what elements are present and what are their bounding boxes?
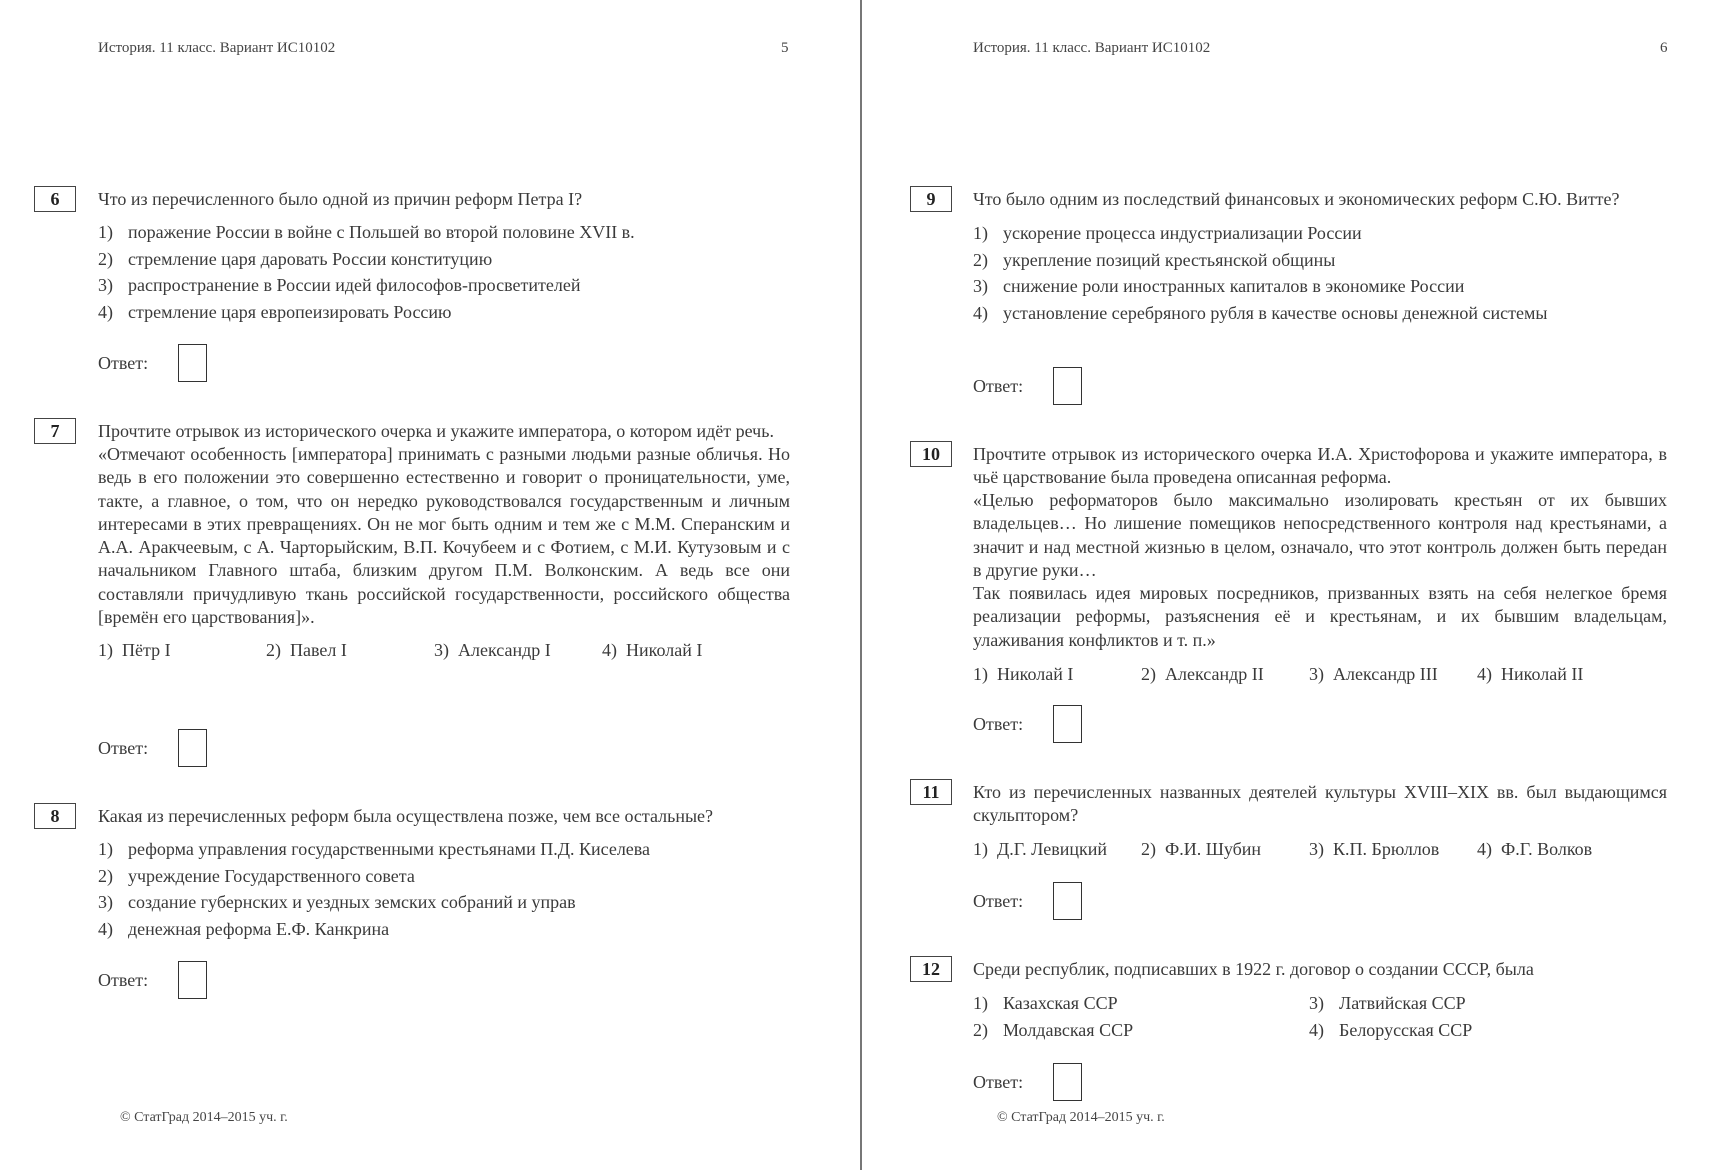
excerpt: «Отмечают особенность [императора] принимать с разными людьми разные обличья. Но ведь в его положении это совершенно естественно и говорит о проницательности, уме, такте, а главное, о том, что он нередко руководствовался государственным и личным интересами в этих превращениях. Он не мог быть одним и тем же с М.М. Сперанским и А.А. Аракчеевым, с А. Чарторыйским, В.П. Кочубеем и с Фотием, с М.И. Кутузовым и с начальником Главного штаба, близким другом П.М. Волконским. А ведь все они составляли причудливую ткань российской государственности, российского общества [времён его царствования]». xyxy=(98,444,790,628)
question-number-12: 12 xyxy=(910,956,952,982)
question-12 xyxy=(973,958,1667,1043)
options-grid xyxy=(973,990,1667,1043)
options-row xyxy=(973,836,1667,862)
option-4[interactable]: 4) стремление царя европеизировать Россию xyxy=(98,301,452,322)
copyright-footer: © СтатГрад 2014–2015 уч. г. xyxy=(997,1110,1165,1125)
answer-box-7[interactable] xyxy=(178,729,207,767)
answer-label: Ответ: xyxy=(973,713,1024,734)
option-4[interactable]: 4) Белорусская ССР xyxy=(1309,1019,1473,1040)
options-row xyxy=(973,661,1667,687)
options-row xyxy=(98,637,790,663)
answer-8 xyxy=(98,961,207,999)
option-2[interactable]: 2) стремление царя даровать России конституцию xyxy=(98,248,493,269)
question-number-9: 9 xyxy=(910,186,952,212)
answer-label: Ответ: xyxy=(973,890,1024,911)
answer-label: Ответ: xyxy=(98,352,149,373)
excerpt-paragraph-1: «Целью реформаторов было максимально изолировать крестьян от их бывших владельцев… Но лишение помещиков непосредственного контроля над крестьянами, а значит и над местной жизнью в целом, означало, что этот контроль должен быть передан в другие руки… xyxy=(973,490,1667,580)
question-number-10: 10 xyxy=(910,441,952,467)
question-text: Прочтите отрывок из исторического очерка И.А. Христофорова и укажите императора, в чьё царствование была проведена описанная реформа. xyxy=(973,444,1667,487)
option-2[interactable]: 2) Молдавская ССР xyxy=(973,1019,1134,1040)
question-7 xyxy=(98,420,790,663)
question-number-6: 6 xyxy=(34,186,76,212)
option-4[interactable]: 4) установление серебряного рубля в качестве основы денежной системы xyxy=(973,302,1548,323)
question-number-11: 11 xyxy=(910,779,952,805)
question-11 xyxy=(973,781,1667,862)
option-1[interactable]: 1) реформа управления государственными крестьянами П.Д. Киселева xyxy=(98,839,651,859)
option-3[interactable]: 3) К.П. Брюллов xyxy=(1309,839,1440,859)
option-3[interactable]: 3) создание губернских и уездных земских собраний и управ xyxy=(98,892,576,912)
answer-10 xyxy=(973,705,1082,743)
question-text: Среди республик, подписавших в 1922 г. договор о создании СССР, была xyxy=(973,959,1534,979)
option-1[interactable]: 1) ускорение процесса индустриализации России xyxy=(973,223,1362,243)
page-6 xyxy=(862,0,1722,1170)
option-4[interactable]: 4) Николай I xyxy=(602,640,703,661)
question-text: Какая из перечисленных реформ была осуществлена позже, чем все остальные? xyxy=(98,806,714,826)
question-10 xyxy=(973,443,1667,687)
option-1[interactable]: 1) Пётр I xyxy=(98,640,171,661)
option-1[interactable]: 1) Казахская ССР xyxy=(973,993,1118,1013)
option-4[interactable]: 4) денежная реформа Е.Ф. Канкрина xyxy=(98,918,390,939)
answer-label: Ответ: xyxy=(973,1071,1024,1092)
option-1[interactable]: 1) поражение России в войне с Польшей во второй половине XVII в. xyxy=(98,222,635,242)
options-list xyxy=(98,836,790,942)
question-9 xyxy=(973,188,1667,326)
answer-6 xyxy=(98,344,207,382)
question-text: Что из перечисленного было одной из причин реформ Петра I? xyxy=(98,189,583,209)
answer-box-9[interactable] xyxy=(1053,367,1082,405)
answer-label: Ответ: xyxy=(973,375,1024,396)
answer-label: Ответ: xyxy=(98,737,149,758)
answer-9 xyxy=(973,367,1082,405)
answer-box-8[interactable] xyxy=(178,961,207,999)
options-column-1 xyxy=(973,990,1309,1043)
options-column-2 xyxy=(1309,990,1472,1043)
excerpt-paragraph-2: Так появилась идея мировых посредников, призванных взять на себя нелегкое бремя реализации реформы, разъяснения её и крестьянам, и их бывшим владельцам, улаживания конфликтов и т. п.» xyxy=(973,583,1667,650)
question-text: Прочтите отрывок из исторического очерка и укажите императора, о котором идёт речь. xyxy=(98,421,774,441)
option-2[interactable]: 2) укрепление позиций крестьянской общины xyxy=(973,249,1336,270)
answer-11 xyxy=(973,882,1082,920)
page-number: 5 xyxy=(781,40,789,56)
option-3[interactable]: 3) Александр III xyxy=(1309,664,1438,685)
answer-box-11[interactable] xyxy=(1053,882,1082,920)
page-header: История. 11 класс. Вариант ИС10102 xyxy=(98,40,336,56)
option-2[interactable]: 2) Александр II xyxy=(1141,664,1264,685)
answer-box-10[interactable] xyxy=(1053,705,1082,743)
answer-12 xyxy=(973,1063,1082,1101)
question-text: Что было одним из последствий финансовых и экономических реформ С.Ю. Витте? xyxy=(973,189,1620,209)
page-header: История. 11 класс. Вариант ИС10102 xyxy=(973,40,1211,56)
option-4[interactable]: 4) Ф.Г. Волков xyxy=(1477,839,1593,859)
page-5 xyxy=(0,0,860,1170)
option-1[interactable]: 1) Д.Г. Левицкий xyxy=(973,839,1108,859)
answer-box-12[interactable] xyxy=(1053,1063,1082,1101)
answer-7 xyxy=(98,729,207,767)
page-number: 6 xyxy=(1660,40,1668,56)
question-text: Кто из перечисленных названных деятелей культуры XVIII–XIX вв. был выдающимся скульптором? xyxy=(973,782,1667,825)
question-number-7: 7 xyxy=(34,418,76,444)
option-2[interactable]: 2) учреждение Государственного совета xyxy=(98,865,415,886)
option-3[interactable]: 3) Латвийская ССР xyxy=(1309,993,1466,1013)
option-2[interactable]: 2) Ф.И. Шубин xyxy=(1141,839,1262,859)
option-2[interactable]: 2) Павел I xyxy=(266,640,347,661)
option-3[interactable]: 3) снижение роли иностранных капиталов в экономике России xyxy=(973,276,1465,296)
question-number-8: 8 xyxy=(34,803,76,829)
options-list xyxy=(98,219,790,325)
option-1[interactable]: 1) Николай I xyxy=(973,664,1074,685)
option-4[interactable]: 4) Николай II xyxy=(1477,664,1584,685)
answer-box-6[interactable] xyxy=(178,344,207,382)
options-list xyxy=(973,220,1667,326)
option-3[interactable]: 3) Александр I xyxy=(434,640,551,661)
question-6 xyxy=(98,188,790,325)
copyright-footer: © СтатГрад 2014–2015 уч. г. xyxy=(120,1110,288,1125)
answer-label: Ответ: xyxy=(98,969,149,990)
option-3[interactable]: 3) распространение в России идей философов-просветителей xyxy=(98,275,581,295)
question-8 xyxy=(98,805,790,942)
